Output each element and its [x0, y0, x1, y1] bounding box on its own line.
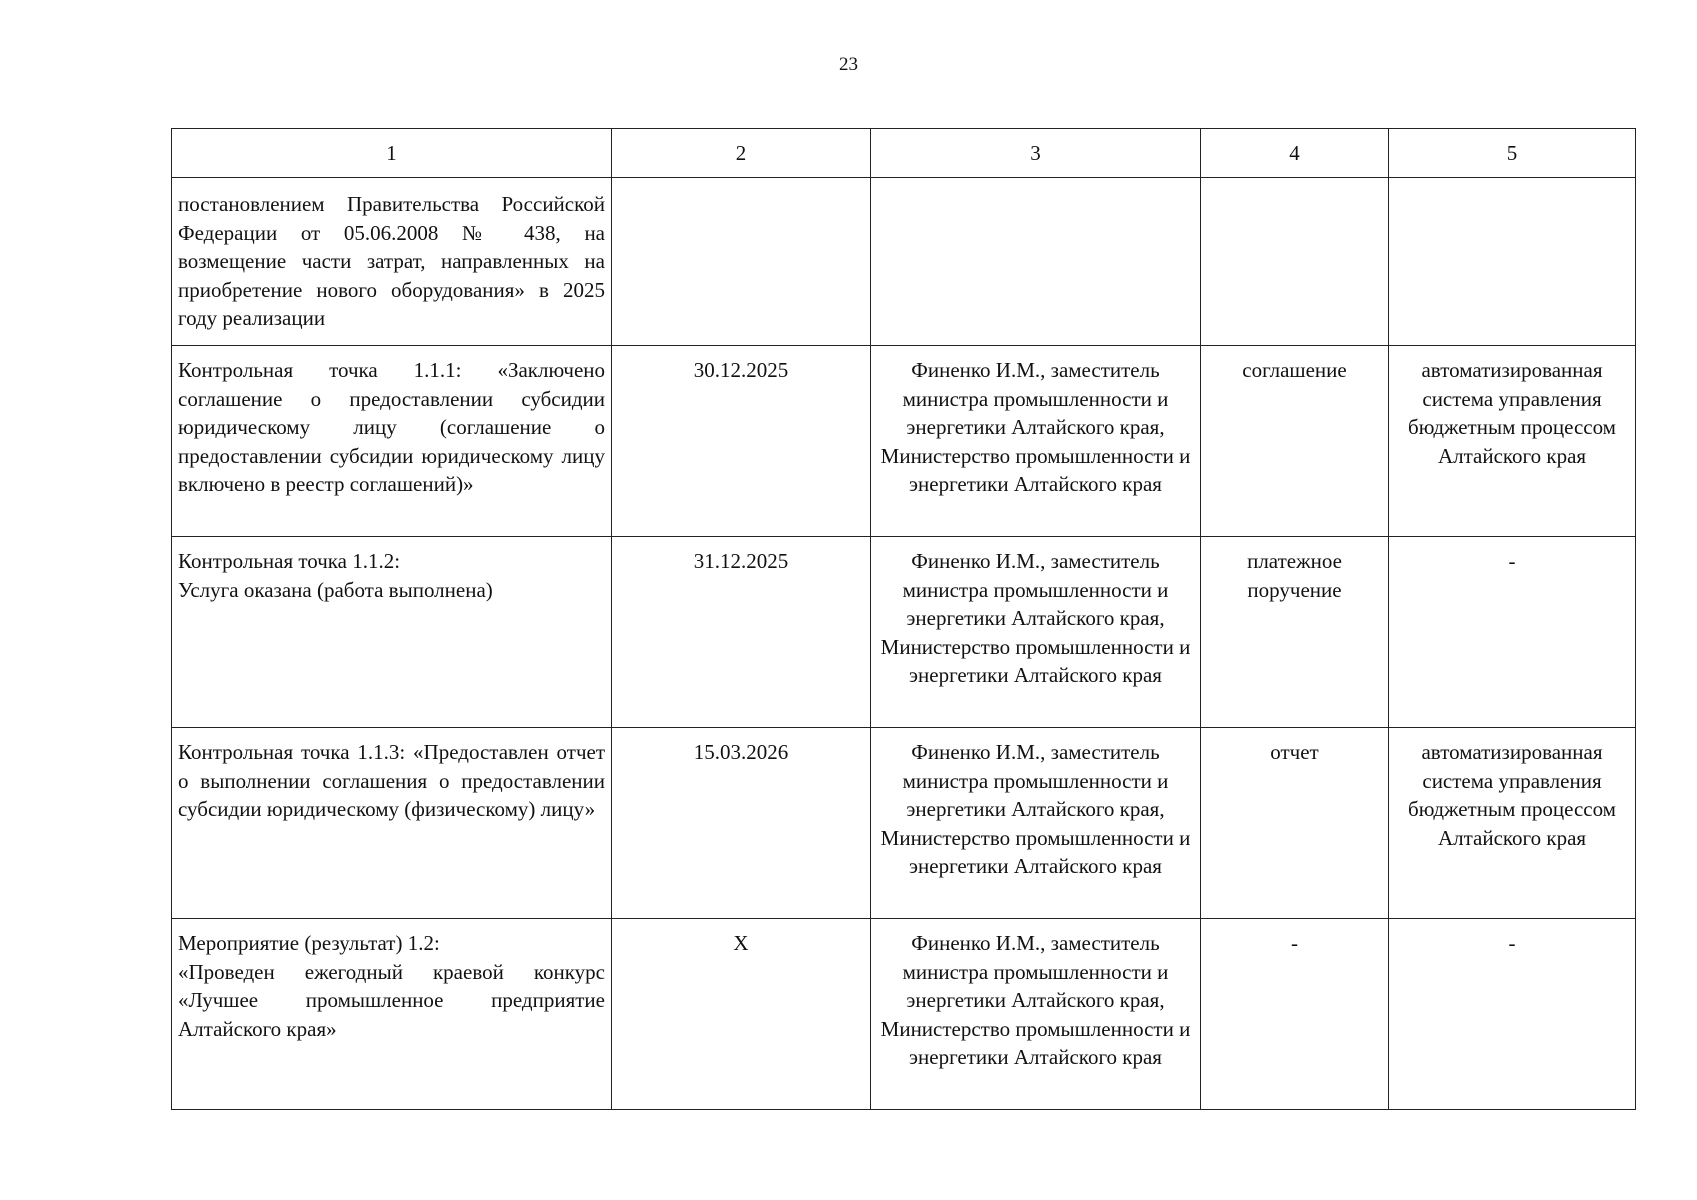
row-deadline: 15.03.2026 [612, 728, 871, 919]
column-header-5: 5 [1389, 129, 1636, 178]
row-deadline: X [612, 919, 871, 1110]
table-row [172, 728, 1636, 919]
column-header-2: 2 [612, 129, 871, 178]
row-description: Контрольная точка 1.1.1: «Заключено соглашение о предоставлении субсидии юридическому лицу (соглашение о предоставлении субсидии юридическому лицу включено в реестр соглашений)» [172, 346, 612, 537]
row-responsible: Финенко И.М., заместитель министра промышленности и энергетики Алтайского края, Министерство промышленности и энергетики Алтайского края [871, 537, 1201, 728]
row-responsible: Финенко И.М., заместитель министра промышленности и энергетики Алтайского края, Министерство промышленности и энергетики Алтайского края [871, 728, 1201, 919]
row-description-line-1: Контрольная точка 1.1.2: [178, 549, 401, 573]
row-document-type: соглашение [1201, 346, 1389, 537]
row-information-system: автоматизированная система управления бюджетным процессом Алтайского края [1389, 346, 1636, 537]
table-row [172, 537, 1636, 728]
table-row [172, 346, 1636, 537]
row-description-line-2: «Проведен ежегодный краевой конкурс «Лучшее промышленное предприятие Алтайского края» [178, 959, 605, 1041]
row-description: Контрольная точка 1.1.3: «Предоставлен отчет о выполнении соглашения о предоставлении субсидии юридическому (физическому) лицу» [172, 728, 612, 919]
row-responsible: Финенко И.М., заместитель министра промышленности и энергетики Алтайского края, Министерство промышленности и энергетики Алтайского края [871, 919, 1201, 1110]
table-row [172, 178, 1636, 346]
row-information-system: - [1389, 537, 1636, 728]
row-deadline [612, 178, 871, 346]
row-deadline: 31.12.2025 [612, 537, 871, 728]
row-description [172, 537, 612, 728]
row-document-type: - [1201, 919, 1389, 1110]
column-header-4: 4 [1201, 129, 1389, 178]
page-number: 23 [839, 54, 858, 75]
row-document-type: платежное поручение [1201, 537, 1389, 728]
row-responsible [871, 178, 1201, 346]
row-description [172, 919, 612, 1110]
column-header-1: 1 [172, 129, 612, 178]
row-document-type [1201, 178, 1389, 346]
row-description-line-2: Услуга оказана (работа выполнена) [178, 577, 493, 602]
row-description: постановлением Правительства Российской Федерации от 05.06.2008 № 438, на возмещение части затрат, направленных на приобретение нового оборудования» в 2025 году реализации [172, 178, 612, 346]
control-points-table [171, 128, 1636, 1110]
row-information-system [1389, 178, 1636, 346]
row-document-type: отчет [1201, 728, 1389, 919]
row-information-system: - [1389, 919, 1636, 1110]
row-description-line-1: Мероприятие (результат) 1.2: [178, 931, 440, 955]
table-header-row [172, 129, 1636, 178]
row-information-system: автоматизированная система управления бюджетным процессом Алтайского края [1389, 728, 1636, 919]
table-row [172, 919, 1636, 1110]
column-header-3: 3 [871, 129, 1201, 178]
row-deadline: 30.12.2025 [612, 346, 871, 537]
row-responsible: Финенко И.М., заместитель министра промышленности и энергетики Алтайского края, Министерство промышленности и энергетики Алтайского края [871, 346, 1201, 537]
